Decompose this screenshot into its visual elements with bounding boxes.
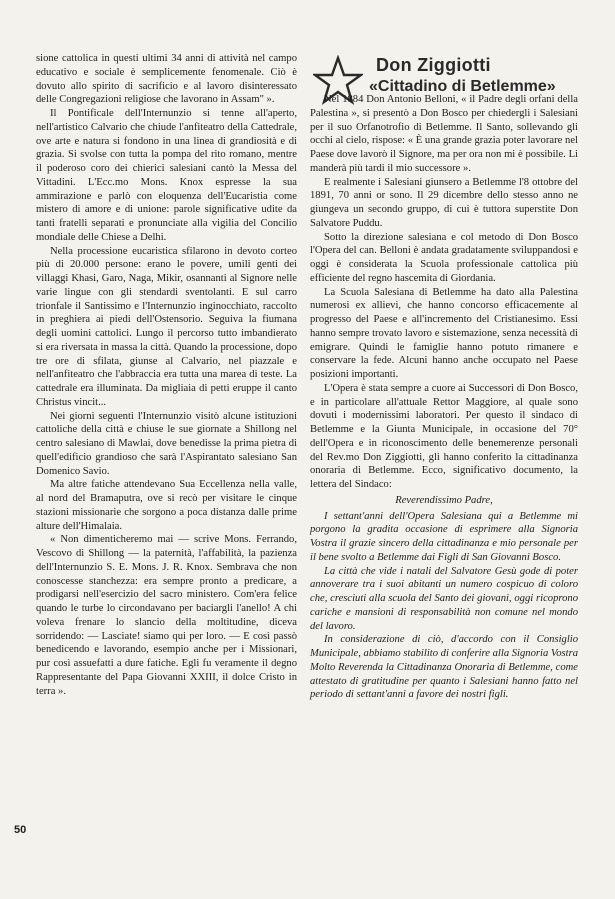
- letter-paragraph: La città che vide i natali del Salvatore Gesù gode di poter annoverare tra i suoi abitanti un numero cospicuo di coloro che, cresciuti alla scuola del Santo dei giovani, oggi ricoprono cariche e mansioni di responsabilità non comune nel mondo del lavoro.: [310, 565, 578, 632]
- paragraph: Il Pontificale dell'Internunzio si tenne all'aperto, nell'artistico Calvario che chiude l'anfiteatro della Cattedrale, ove arte e natura si fondono in una linea di grandiosità e di grazia. Si svolse con tutta la pompa del rito romano, mentre il poderoso coro dei chierici salesiani cantò la Messa del Vittadini. L'Ecc.mo Mons. Knox espresse la sua ammirazione e parlò con eloquenza dell'Eucaristia come mistero di amore e di unione: parole significative udite da tanti fratelli separati e pronunciate alla vigilia del Concilio mondiale delle Chiese a Delhi.: [36, 108, 297, 243]
- paragraph: La Scuola Salesiana di Betlemme ha dato alla Palestina numerosi ex allievi, che hanno concorso efficacemente al progresso del Paese e all'incremento del Cristianesimo. Essi hanno sempre trovato lavoro e sistemazione, senza necessità di emigrare. Quindi le famiglie hanno potuto rimanere e conservare la fede. Alcuni hanno anche occupato nel Paese posizioni importanti.: [310, 286, 578, 380]
- paragraph: Nel 1884 Don Antonio Belloni, « il Padre degli orfani della Palestina », si presentò a Don Bosco per chiedergli i Salesiani per il suo Orfanotrofio di Betlemme. Il Santo, sollevando gli occhi al cielo, rispose: « È una grande grazia poter lavorare nel Paese dove lavorò il Signore, ma per ora non mi è possibile. Li manderà più tardi il mio successore ».: [310, 94, 578, 174]
- paragraph: « Non dimenticheremo mai — scrive Mons. Ferrando, Vescovo di Shillong — la paternità, l'affabilità, la pazienza dell'Internunzio S. E. Mons. J. R. Knox. Sembrava che non conoscesse stanchezza: era sempre pronto a predicare, a prodigarsi nell'esercizio del sacro ministero. Com'era felice quando le turbe lo circondavano per baciargli l'anello! A chi voleva frenare lo slancio della moltitudine, diceva sorridendo: — Lasciate! siamo qui per loro. — E così passò benedicendo e lavorando, esempio anche per i Missionari, pur così assuefatti a dure fatiche. Egli fu veramente il degno Rappresentante del Papa Giovanni XXIII, il dolce Cristo in terra ».: [36, 534, 297, 697]
- headline-line-1: Don Ziggiotti: [376, 55, 491, 75]
- paragraph: Ma altre fatiche attendevano Sua Eccellenza nella valle, al nord del Bramaputra, ove si recò per visitare le cinque stazioni missionarie che sorgono a poca distanza dalle prime alture dell'Himalaia.: [36, 479, 297, 532]
- paragraph: Sotto la direzione salesiana e col metodo di Don Bosco l'Opera del can. Belloni è andata gradatamente sviluppandosi e oggi è considerata la Scuola professionale cattolica più efficiente del regno hascemita di Giordania.: [310, 231, 578, 284]
- letter-paragraph: In considerazione di ciò, d'accordo con il Consiglio Municipale, abbiamo stabilito di conferire alla Signoria Vostra Molto Reverenda la Cittadinanza Onoraria di Betlemme, come attestato di gratitudine per quanto i Salesiani hanno fatto nel periodo di settant'anni a favore dei nostri figli.: [310, 634, 578, 701]
- paragraph: L'Opera è stata sempre a cuore ai Successori di Don Bosco, e in particolare all'attuale Rettor Maggiore, al quale sono dovuti i modernissimi laboratori. Per questo il sindaco di Betlemme e la Giunta Municipale, in occasione del 70° dell'Opera e in riconoscimento delle benemerenze personali del Rev.mo Don Ziggiotti, gli hanno conferito la cittadinanza onoraria di Betlemme. Ecco, significativo documento, la lettera del Sindaco:: [310, 382, 578, 490]
- letter-paragraph: I settant'anni dell'Opera Salesiana qui a Betlemme mi porgono la gradita occasione di esprimere alla Signoria Vostra il grazie sincero della cittadinanza e mio personale per il bene svolto a Betlemme dai Figli di San Giovanni Bosco.: [310, 510, 578, 563]
- paragraph: E realmente i Salesiani giunsero a Betlemme l'8 ottobre del 1891, 70 anni or sono. Il 29 dicembre dello stesso anno ne giungeva un secondo gruppo, di cui è tuttora superstite Don Salvatore Puddu.: [310, 176, 578, 229]
- right-text-column: [310, 93, 578, 702]
- left-text-column: [36, 52, 297, 698]
- paragraph: Nella processione eucaristica sfilarono in devoto corteo più di 20.000 persone: erano le povere, umili genti dei villaggi Khasi, Garo, Naga, Mikir, osannanti al Signore nelle varie lingue con gli stendardi sventolanti. E sul carro trionfale il Santissimo e l'Internunzio inginocchiato, raccolto in preghiera ai piedi dell'Ostensorio. Seguiva la fiumana degli uomini cattolici. Lungo il percorso tutto imbandierato si era riversata in massa la città. Quando la processione, dopo tre ore di sfilata, giunse al Calvario, nel piazzale e nell'anfiteatro che l'abbraccia era tutta una marea di teste. La cattedrale era illuminata. Da migliaia di petti eruppe il canto Christus vincit...: [36, 245, 297, 408]
- letter-salutation: Reverendissimo Padre,: [395, 494, 493, 506]
- page-number: 50: [14, 824, 27, 836]
- paragraph: Nei giorni seguenti l'Internunzio visitò alcune istituzioni cattoliche della città e chiuse le sue giornate a Shillong nel centro salesiano di Mawlai, dove benedisse la prima pietra di quell'edificio grandioso che sarà l'Aspirantato salesiano San Domenico Savio.: [36, 410, 297, 477]
- article-headline: [370, 55, 590, 96]
- paragraph: sione cattolica in questi ultimi 34 anni di attività nel campo educativo e sociale è semplicemente fenomenale. Ciò è dovuto allo spirito di sacrificio e al lavoro disinteressato delle Congregazioni religiose che lavorano in Assam" ».: [36, 53, 297, 106]
- headline-line-2: «Cittadino di Betlemme»: [369, 78, 556, 95]
